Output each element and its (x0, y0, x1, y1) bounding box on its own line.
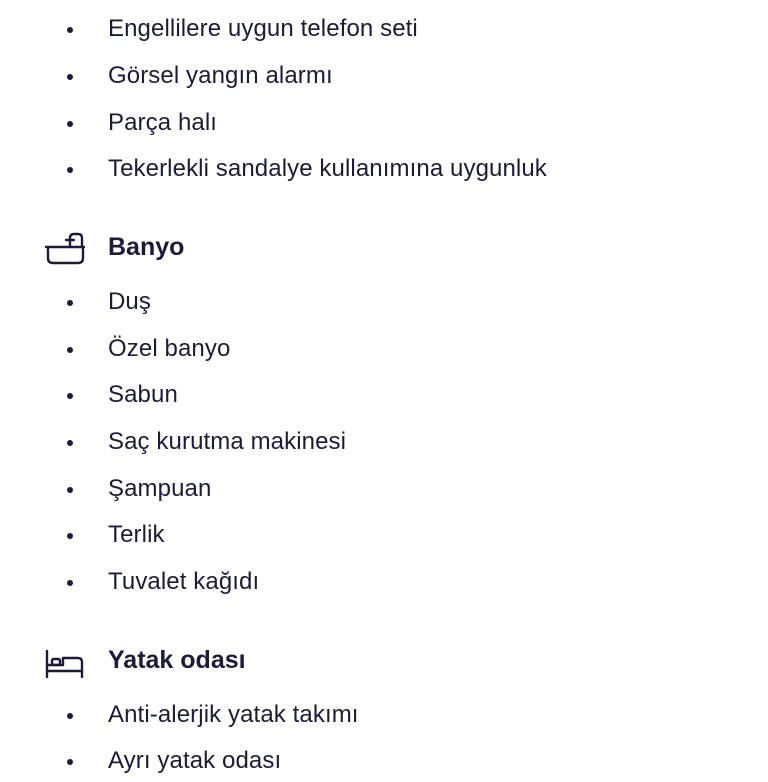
bullet-icon (67, 347, 73, 353)
bullet-icon (67, 393, 73, 399)
list-item-label: Tekerlekli sandalye kullanımına uygunluk (108, 155, 547, 182)
list-item (0, 376, 768, 416)
list-item (0, 742, 768, 782)
list-item (0, 104, 768, 144)
list-item-label: Duş (108, 288, 151, 315)
list-item (0, 283, 768, 323)
list-item (0, 330, 768, 370)
bullet-icon (67, 300, 73, 306)
bullet-icon (67, 580, 73, 586)
bullet-icon (67, 27, 73, 33)
bullet-icon (67, 487, 73, 493)
list-item-label: Engellilere uygun telefon seti (108, 15, 418, 42)
list-item-label: Görsel yangın alarmı (108, 62, 333, 89)
list-item-label: Ayrı yatak odası (108, 747, 282, 774)
bullet-icon (67, 440, 73, 446)
list-item (0, 563, 768, 603)
list-item (0, 150, 768, 190)
list-item (0, 57, 768, 97)
list-item-label: Saç kurutma makinesi (108, 428, 347, 455)
bed-icon (44, 645, 86, 681)
bullet-icon (67, 533, 73, 539)
list-item (0, 423, 768, 463)
bullet-icon (67, 167, 73, 173)
list-item-label: Sabun (108, 381, 178, 408)
section-title: Banyo (108, 233, 185, 261)
bedroom-heading (0, 641, 768, 681)
list-item (0, 470, 768, 510)
bathtub-icon (44, 230, 86, 266)
bullet-icon (67, 121, 73, 127)
bullet-icon (67, 713, 73, 719)
list-item (0, 696, 768, 736)
list-item-label: Terlik (108, 521, 165, 548)
list-item-label: Parça halı (108, 109, 218, 136)
section-title: Yatak odası (108, 646, 246, 674)
list-item (0, 10, 768, 50)
list-item-label: Anti-alerjik yatak takımı (108, 701, 359, 728)
bullet-icon (67, 74, 73, 80)
bathroom-heading (0, 228, 768, 268)
list-item-label: Özel banyo (108, 335, 231, 362)
list-item-label: Şampuan (108, 475, 212, 502)
list-item (0, 516, 768, 556)
list-item-label: Tuvalet kağıdı (108, 568, 260, 595)
bullet-icon (67, 759, 73, 765)
